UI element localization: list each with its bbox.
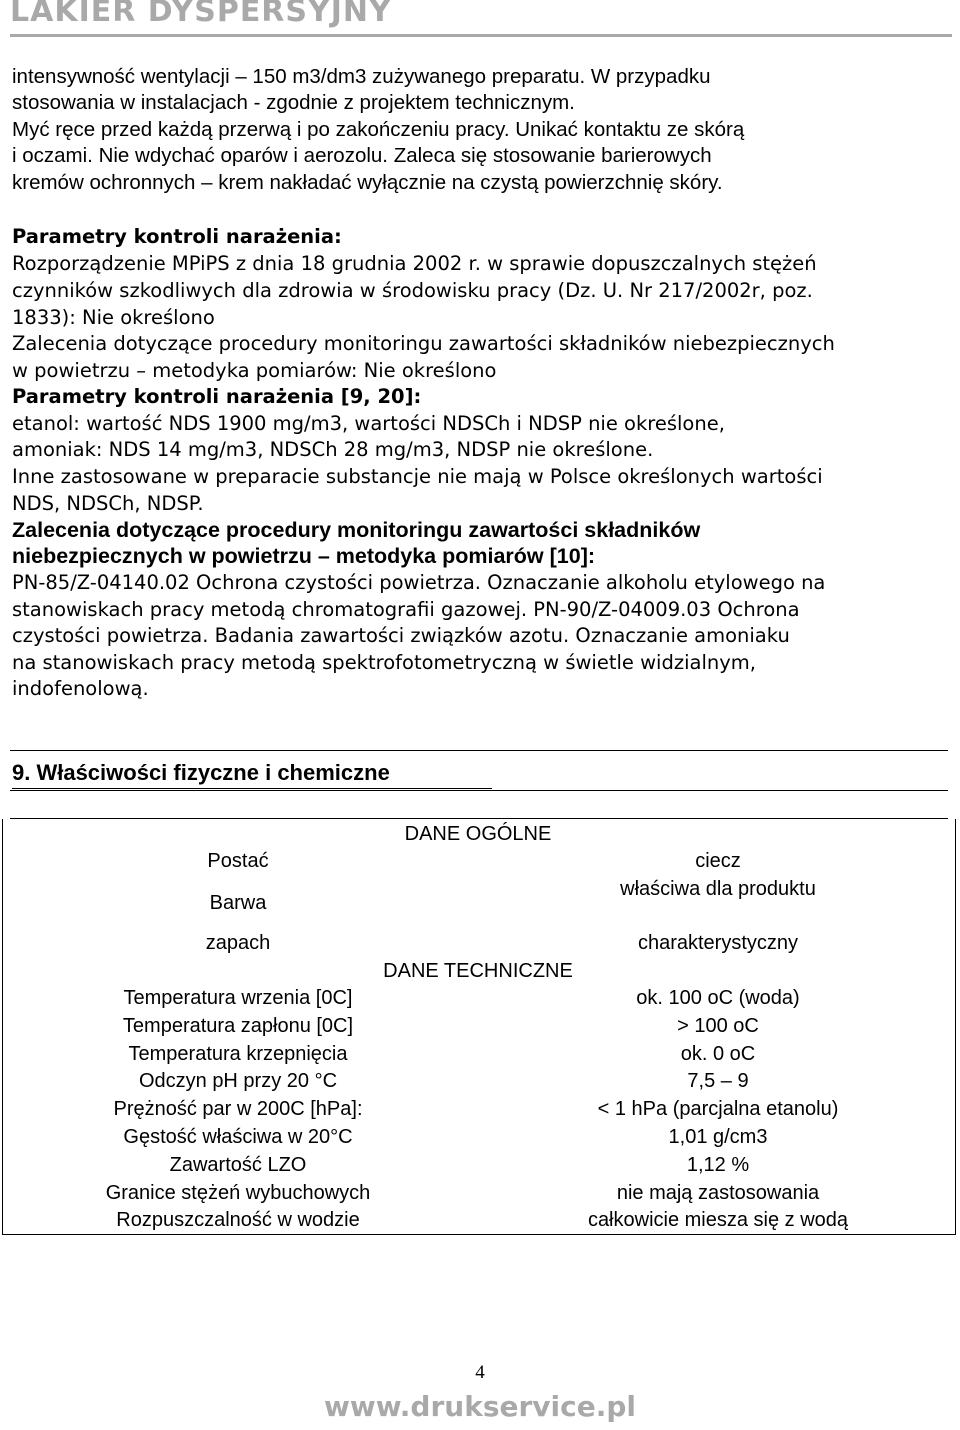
table-cell-label: Granice stężeń wybuchowych [105, 1182, 371, 1204]
params-line: Rozporządzenie MPiPS z dnia 18 grudnia 2002 r. w sprawie dopuszczalnych stężeń [12, 252, 817, 275]
params-heading: Parametry kontroli narażenia: [12, 225, 342, 248]
footer-url: www.drukservice.pl [323, 1390, 637, 1423]
section-title: 9. Właściwości fizyczne i chemiczne [12, 760, 492, 789]
table-cell-label: Zawartość LZO [169, 1154, 307, 1176]
table-cell-label: Rozpuszczalność w wodzie [116, 1209, 360, 1231]
intro-line: intensywność wentylacji – 150 m3/dm3 zużywanego preparatu. W przypadku [12, 65, 711, 88]
table-cell-label: Prężność par w 200C [hPa]: [113, 1098, 363, 1120]
params-line: amoniak: NDS 14 mg/m3, NDSCh 28 mg/m3, NDSP nie określone. [12, 438, 654, 461]
params-line: w powietrzu – metodyka pomiarów: Nie określono [12, 359, 497, 382]
page-number: 4 [475, 1362, 485, 1383]
monitoring-line: indofenolową. [12, 677, 149, 700]
table-cell-label: Temperatura wrzenia [0C] [123, 987, 353, 1009]
intro-line: i oczami. Nie wdychać oparów i aerozolu. Zaleca się stosowanie barierowych [12, 144, 712, 167]
table-cell-value: nie mają zastosowania [616, 1182, 820, 1204]
monitoring-line: na stanowiskach pracy metodą spektrofotometryczną w świetle widzialnym, [12, 651, 756, 674]
table-cell-value: 1,01 g/cm3 [668, 1126, 768, 1148]
table-cell-value: 1,12 % [686, 1154, 750, 1176]
table-cell-value: całkowicie miesza się z wodą [587, 1209, 849, 1231]
table-cell-value: < 1 hPa (parcjalna etanolu) [597, 1098, 839, 1120]
table-cell-value: ok. 100 oC (woda) [636, 987, 800, 1009]
params-line: 1833): Nie określono [12, 306, 215, 329]
table-cell-label: Temperatura zapłonu [0C] [122, 1015, 354, 1037]
params-line: etanol: wartość NDS 1900 mg/m3, wartości NDSCh i NDSP nie określone, [12, 412, 725, 435]
intro-line: kremów ochronnych – krem nakładać wyłącznie na czystą powierzchnię skóry. [12, 171, 723, 194]
table-cell-value: właściwa dla produktu [620, 878, 816, 900]
table-group-header: DANE OGÓLNE [404, 823, 552, 845]
monitoring-line: czystości powietrza. Badania zawartości związków azotu. Oznaczanie amoniaku [12, 624, 790, 647]
table-cell-label: Odczyn pH przy 20 °C [138, 1070, 338, 1092]
table-cell-value: charakterystyczny [637, 932, 799, 954]
monitoring-line: stanowiskach pracy metodą chromatografii gazowej. PN-90/Z-04009.03 Ochrona [12, 598, 800, 621]
params-heading: Parametry kontroli narażenia [9, 20]: [12, 385, 422, 408]
table-cell-label: Temperatura krzepnięcia [128, 1043, 348, 1065]
monitoring-heading: Zalecenia dotyczące procedury monitoringu zawartości składników [12, 518, 701, 542]
monitoring-line: PN-85/Z-04140.02 Ochrona czystości powietrza. Oznaczanie alkoholu etylowego na [12, 571, 826, 594]
section-rule [10, 750, 948, 751]
params-line: czynników szkodliwych dla zdrowia w środowisku pracy (Dz. U. Nr 217/2002r, poz. [12, 279, 813, 302]
table-cell-label: Barwa [209, 892, 267, 914]
table-cell-label: zapach [205, 932, 271, 954]
table-cell-value: ok. 0 oC [680, 1043, 756, 1065]
table-cell-label: Gęstość właściwa w 20°C [123, 1126, 353, 1148]
table-cell-value: ciecz [695, 850, 741, 872]
intro-line: stosowania w instalacjach - zgodnie z projektem technicznym. [12, 91, 575, 114]
table-cell-value: 7,5 – 9 [687, 1070, 749, 1092]
header-rule [10, 34, 952, 37]
table-group-header: DANE TECHNICZNE [383, 960, 573, 982]
table-cell-value: > 100 oC [677, 1015, 759, 1037]
params-line: Inne zastosowane w preparacie substancje nie mają w Polsce określonych wartości [12, 465, 823, 488]
section-rule [10, 790, 948, 791]
params-line: Zalecenia dotyczące procedury monitoringu zawartości składników niebezpiecznych [12, 332, 835, 355]
monitoring-heading: niebezpiecznych w powietrzu – metodyka pomiarów [10]: [12, 544, 596, 568]
table-cell-label: Postać [207, 850, 269, 872]
intro-line: Myć ręce przed każdą przerwą i po zakończeniu pracy. Unikać kontaktu ze skórą [12, 118, 745, 141]
params-line: NDS, NDSCh, NDSP. [12, 492, 204, 515]
document-title: LAKIER DYSPERSYJNY [10, 0, 392, 29]
